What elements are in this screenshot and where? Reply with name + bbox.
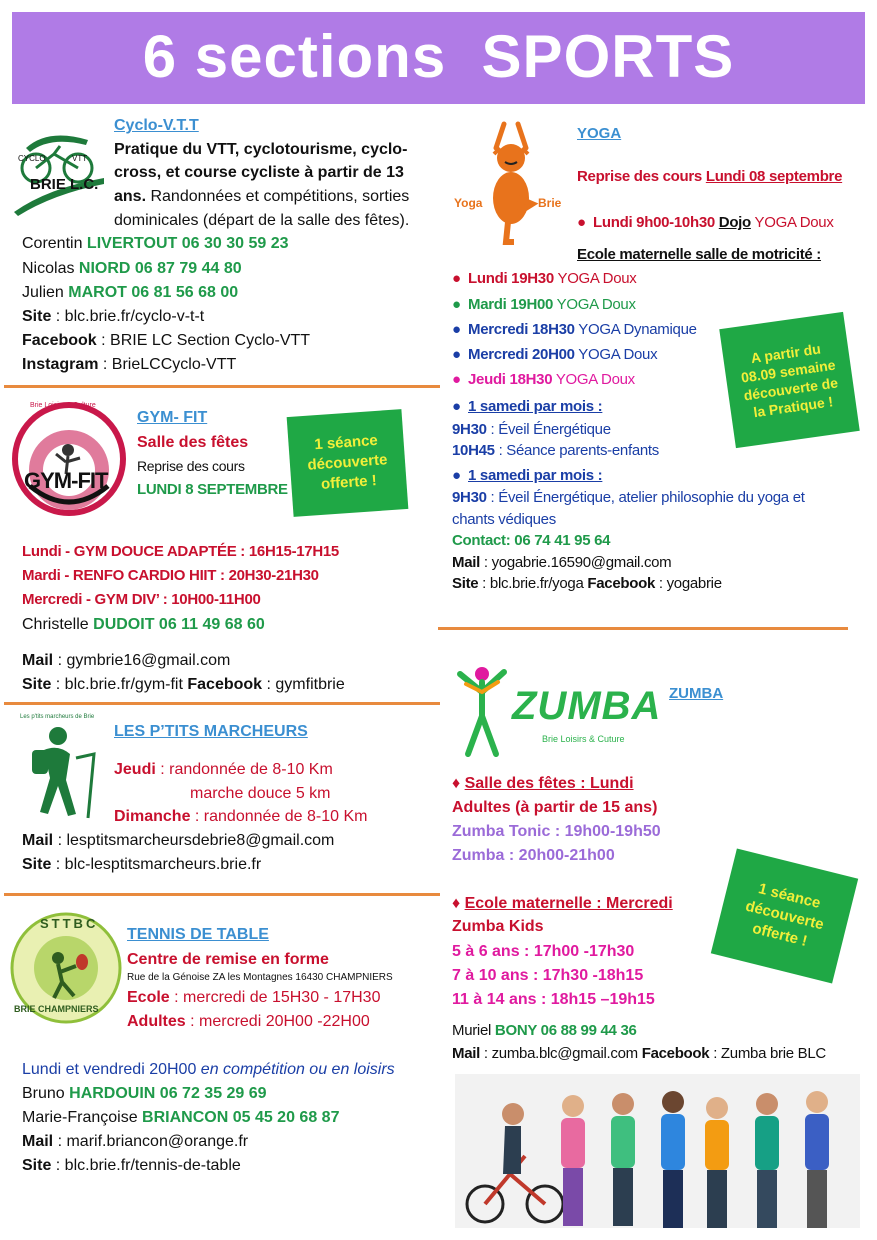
title-banner (12, 12, 865, 104)
diamond-icon: ♦ (452, 895, 465, 912)
bullet: ● (452, 398, 461, 415)
zumba-ecole (452, 891, 673, 916)
yoga-samedi-2-line-1 (452, 489, 805, 506)
yoga-samedi-2-line-2: chants védiques (452, 511, 556, 528)
instagram-link[interactable]: : BrieLCCyclo-VTT (98, 356, 237, 373)
tennis-logo-bottom: BRIE CHAMPNIERS (14, 1004, 99, 1014)
tennis-adultes (127, 1009, 370, 1034)
zumba-mail (452, 1045, 826, 1062)
gym-session-1: Lundi - GYM DOUCE ADAPTÉE : 16H15-17H15 (22, 543, 339, 560)
yoga-site (452, 575, 722, 592)
bullet: ● (452, 467, 461, 484)
facebook-label: Facebook (22, 332, 97, 349)
mail-label: Mail (22, 652, 54, 669)
zumba-offer-text: 1 séance découverte offerte ! (743, 880, 826, 950)
site-link[interactable]: : blc.brie.fr/cyclo-v-t-t (51, 308, 205, 325)
site-label: Site (22, 1157, 52, 1174)
yoga-samedi-1 (452, 398, 602, 415)
contact-phone: MAROT 06 81 56 68 00 (68, 284, 239, 301)
marcheurs-logo (14, 714, 110, 824)
yoga-samedi-1-line-2 (452, 442, 659, 459)
time: 9H30 (452, 421, 487, 438)
tennis-logo (10, 912, 122, 1024)
yoga-mail (452, 554, 671, 571)
dimanche-label: Dimanche (114, 808, 191, 825)
cyclo-contact-2 (22, 256, 242, 281)
yoga-offer-text: A partir du 08.09 semaine découverte de la Pratique ! (740, 340, 839, 421)
dojo-time: Lundi 9h00-10h30 (593, 214, 719, 231)
instagram-label: Instagram (22, 356, 99, 373)
contact-name: Nicolas (22, 260, 79, 277)
mail-link[interactable]: : zumba.blc@gmail.com (479, 1045, 642, 1062)
tennis-contact-2 (22, 1105, 339, 1130)
dojo-type: YOGA Doux (750, 214, 834, 231)
marcheurs-logo-arc: Les p'tits marcheurs de Brie (20, 714, 95, 720)
tennis-contact-1 (22, 1081, 267, 1106)
site-label: Site (22, 856, 52, 873)
divider (4, 893, 440, 896)
mail-link[interactable]: : marif.briancon@orange.fr (53, 1133, 249, 1150)
session-day: Mercredi 20H00 (468, 346, 575, 363)
cyclo-desc-4: dominicales (départ de la salle des fêtes). (114, 212, 410, 229)
ecole-label: Ecole (127, 989, 170, 1006)
tennis-address: Rue de la Génoise ZA les Montagnes 16430 CHAMPNIERS (127, 972, 393, 983)
cyclo-logo (8, 118, 108, 218)
mail-link[interactable]: : lesptitsmarcheursdebrie8@gmail.com (53, 832, 335, 849)
cyclo-instagram (22, 352, 236, 377)
site-label: Site (22, 308, 52, 325)
site-link[interactable]: : blc-lesptitsmarcheurs.brie.fr (51, 856, 262, 873)
tennis-lundi (22, 1057, 395, 1082)
gym-session-3: Mercredi - GYM DIV’ : 10H00-11H00 (22, 591, 261, 608)
tennis-logo-top: STTBC (40, 916, 99, 931)
session-type: YOGA Dynamique (574, 321, 697, 338)
reprise-text: Reprise des cours (577, 168, 706, 185)
session-type: YOGA Doux (553, 296, 636, 313)
dojo-label: Dojo (718, 214, 751, 231)
gym-site (22, 672, 345, 697)
cyclo-contact-3 (22, 280, 238, 305)
facebook-label: Facebook (587, 575, 655, 592)
contact-phone: BONY 06 88 99 44 36 (494, 1022, 637, 1039)
contact-name: Corentin (22, 235, 87, 252)
yoga-samedi-2 (452, 467, 602, 484)
jeudi-text: : randonnée de 8-10 Km (155, 761, 333, 778)
text: : Séance parents-enfants (494, 442, 659, 459)
zumba-age-3: 11 à 14 ans : 18h15 –19h15 (452, 991, 655, 1008)
contact-phone: NIORD 06 87 79 44 80 (78, 260, 242, 277)
cyclo-logo-small-right: VTT (72, 154, 88, 163)
gym-place: Salle des fêtes (137, 434, 249, 451)
time: 9H30 (452, 489, 487, 506)
cyclo-desc-2: cross, et course cycliste à partir de 13 (114, 164, 404, 181)
cyclo-title: Cyclo-V.T.T (114, 117, 199, 134)
contact-name: Muriel (452, 1022, 495, 1039)
jeudi-label: Jeudi (114, 761, 156, 778)
facebook-link[interactable]: : gymfitbrie (262, 676, 345, 693)
session-type: YOGA Doux (574, 346, 658, 363)
gym-offer-text: 1 séance découverte offerte ! (306, 431, 388, 493)
yoga-contact: Contact: 06 74 41 95 64 (452, 532, 611, 549)
cyclo-desc-3b: Randonnées et compétitions, sorties (146, 188, 410, 205)
marcheurs-site (22, 852, 261, 877)
yoga-session-5 (452, 371, 635, 388)
gym-offer-sticky (287, 409, 409, 517)
text: : Éveil Énergétique (486, 421, 611, 438)
diamond-icon: ♦ (452, 775, 465, 792)
gym-contact (22, 612, 265, 637)
session-type: YOGA Doux (552, 371, 635, 388)
tennis-site (22, 1153, 241, 1178)
mail-label: Mail (452, 1045, 480, 1062)
mail-label: Mail (22, 1133, 54, 1150)
ecole-text: : mercredi de 15H30 - 17H30 (169, 989, 381, 1006)
yoga-logo (452, 118, 570, 248)
zumba-kids: Zumba Kids (452, 918, 544, 935)
sports-people-image (455, 1074, 860, 1228)
yoga-samedi-1-line-1 (452, 421, 611, 438)
yoga-reprise (577, 168, 842, 185)
bullet: ● (452, 346, 461, 363)
yoga-dojo (577, 214, 834, 231)
zumba-logo-sub: Brie Loisirs & Cuture (542, 734, 625, 744)
zumba-offer-sticky (711, 848, 858, 983)
contact-phone: DUDOIT 06 11 49 68 60 (93, 616, 265, 633)
cyclo-site (22, 304, 204, 329)
gym-title: GYM- FIT (137, 409, 208, 426)
contact-name: Julien (22, 284, 69, 301)
yoga-session-1 (452, 270, 637, 287)
salle-text: Salle des fêtes : Lundi (464, 775, 634, 792)
gym-logo-arc: Brie Loisirs & Culture (30, 402, 96, 409)
contact-phone: BRIANCON 05 45 20 68 87 (142, 1109, 340, 1126)
cyclo-contact-1 (22, 231, 289, 256)
cyclo-facebook (22, 328, 310, 353)
cyclo-logo-text: BRIE L.C. (30, 176, 99, 193)
contact-phone: LIVERTOUT 06 30 30 59 23 (86, 235, 289, 252)
gym-session-2: Mardi - RENFO CARDIO HIIT : 20H30-21H30 (22, 567, 319, 584)
yoga-offer-sticky (719, 312, 859, 448)
divider (4, 385, 440, 388)
zumba-logo-text: ZUMBA (512, 684, 662, 728)
site-label: Site (452, 575, 479, 592)
tennis-title: TENNIS DE TABLE (127, 926, 269, 943)
bullet: ● (452, 321, 461, 338)
cyclo-desc-3 (114, 184, 409, 209)
session-day: Mardi 19H00 (468, 296, 554, 313)
lundi-italic: en compétition ou en loisirs (200, 1061, 395, 1078)
marcheurs-title: LES P’TITS MARCHEURS (114, 723, 308, 740)
zumba-tonic: Zumba Tonic : 19h00-19h50 (452, 823, 661, 840)
yoga-session-2 (452, 296, 636, 313)
gym-date: LUNDI 8 SEPTEMBRE (137, 481, 288, 498)
zumba-zumba: Zumba : 20h00-21h00 (452, 847, 615, 864)
marcheurs-mail (22, 828, 334, 853)
zumba-logo (452, 662, 662, 762)
bullet: ● (452, 270, 461, 287)
marcheurs-dimanche (114, 804, 367, 829)
adultes-text: : mercredi 20H00 -22H00 (185, 1013, 370, 1030)
session-day: Lundi 19H30 (468, 270, 554, 287)
facebook-label: Facebook (187, 676, 263, 693)
session-type: YOGA Doux (553, 270, 637, 287)
gym-reprise: Reprise des cours (137, 458, 245, 474)
tennis-mail (22, 1129, 248, 1154)
contact-phone: HARDOUIN 06 72 35 29 69 (69, 1085, 267, 1102)
marcheurs-jeudi-2: marche douce 5 km (190, 785, 331, 802)
yoga-logo-left: Yoga (454, 196, 483, 210)
gym-mail (22, 648, 230, 673)
text: : Éveil Énergétique, atelier philosophie du yoga et (486, 489, 805, 506)
page-title: 6 sections SPORTS (142, 23, 735, 90)
mail-label: Mail (452, 554, 480, 571)
cyclo-desc-3a: ans. (114, 188, 147, 205)
bullet: ● (452, 296, 461, 313)
tennis-subtitle: Centre de remise en forme (127, 951, 329, 968)
mail-link[interactable]: : yogabrie.16590@gmail.com (479, 554, 672, 571)
zumba-title: ZUMBA (669, 685, 724, 702)
facebook-link[interactable]: : yogabrie (655, 575, 722, 592)
ecole-text: Ecole maternelle : Mercredi (464, 895, 673, 912)
site-link[interactable]: : blc.brie.fr/gym-fit (51, 676, 188, 693)
divider (438, 627, 848, 630)
time: 10H45 (452, 442, 495, 459)
zumba-adultes: Adultes (à partir de 15 ans) (452, 799, 658, 816)
session-day: Mercredi 18H30 (468, 321, 575, 338)
gym-logo-text: GYM-FIT (24, 468, 108, 493)
zumba-age-2: 7 à 10 ans : 17h30 -18h15 (452, 967, 644, 984)
samedi-label: 1 samedi par mois : (468, 467, 603, 484)
session-day: Jeudi 18H30 (468, 371, 553, 388)
gym-logo (10, 400, 128, 518)
reprise-date: Lundi 08 septembre (705, 168, 843, 185)
mail-label: Mail (22, 832, 54, 849)
site-label: Site (22, 676, 52, 693)
tennis-ecole (127, 985, 380, 1010)
zumba-salle (452, 771, 634, 796)
dimanche-text: : randonnée de 8-10 Km (190, 808, 368, 825)
marcheurs-jeudi (114, 757, 333, 782)
lundi-text: Lundi et vendredi 20H00 (22, 1061, 201, 1078)
yoga-title: YOGA (577, 125, 622, 142)
facebook-link[interactable]: : Zumba brie BLC (709, 1045, 826, 1062)
yoga-session-3 (452, 321, 697, 338)
contact-name: Bruno (22, 1085, 70, 1102)
contact-name: Christelle (22, 616, 94, 633)
facebook-link[interactable]: : BRIE LC Section Cyclo-VTT (96, 332, 311, 349)
samedi-label: 1 samedi par mois : (468, 398, 603, 415)
yoga-logo-right: Brie (538, 196, 562, 210)
cyclo-desc-1: Pratique du VTT, cyclotourisme, cyclo- (114, 141, 408, 158)
zumba-age-1: 5 à 6 ans : 17h00 -17h30 (452, 943, 635, 960)
facebook-label: Facebook (641, 1045, 710, 1062)
divider (4, 702, 440, 705)
yoga-session-4 (452, 346, 657, 363)
bullet: ● (577, 214, 586, 231)
site-link[interactable]: : blc.brie.fr/yoga (478, 575, 588, 592)
adultes-label: Adultes (127, 1013, 186, 1030)
zumba-contact (452, 1022, 637, 1039)
site-link[interactable]: : blc.brie.fr/tennis-de-table (51, 1157, 241, 1174)
yoga-ecole: Ecole maternelle salle de motricité : (577, 246, 822, 263)
cyclo-logo-small-left: CYCLO (18, 154, 46, 163)
bullet: ● (452, 371, 461, 388)
contact-name: Marie-Françoise (22, 1109, 143, 1126)
mail-link[interactable]: : gymbrie16@gmail.com (53, 652, 231, 669)
